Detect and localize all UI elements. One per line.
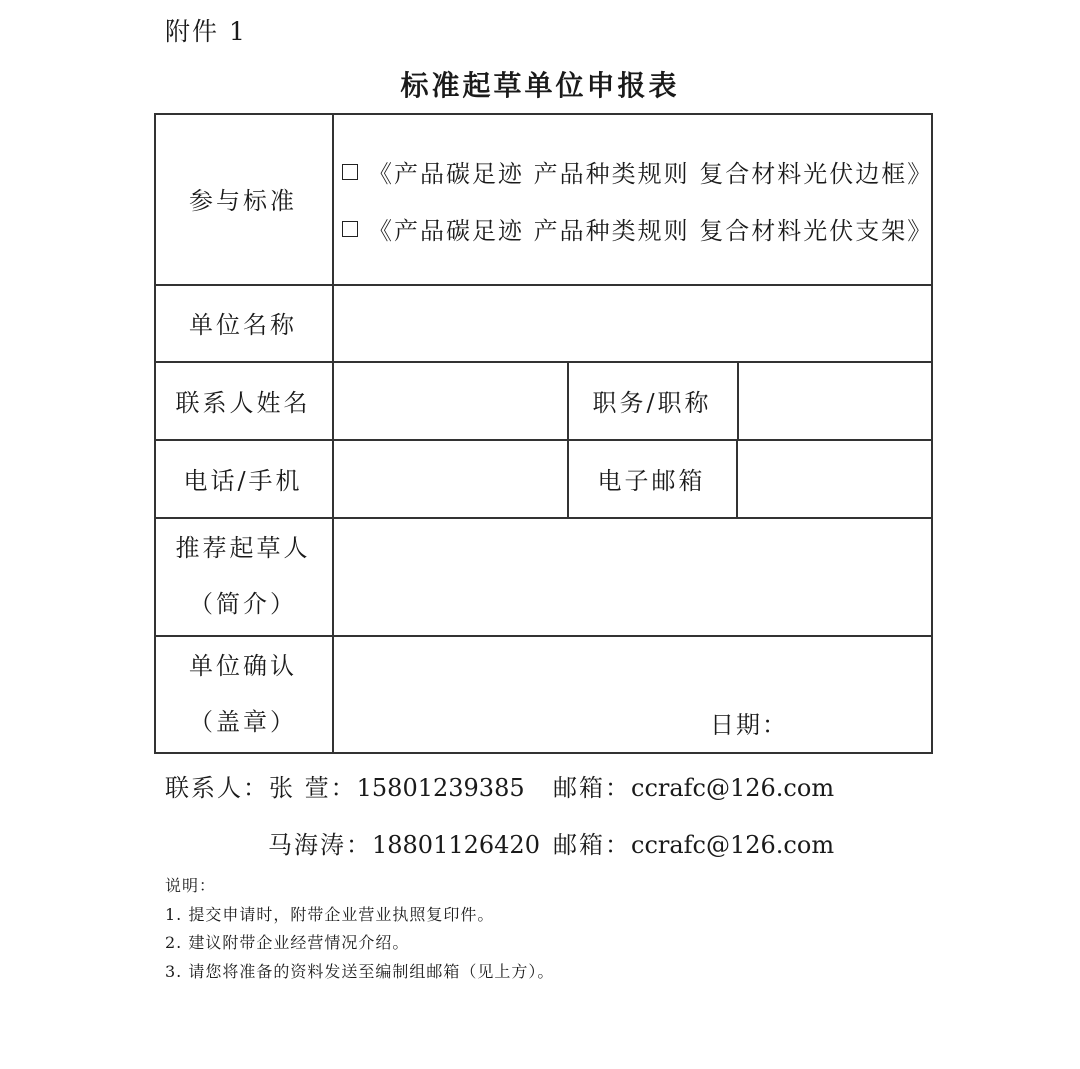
standard-options: [342, 143, 933, 257]
drafter-label: [154, 517, 332, 635]
confirm-label-line2: （盖章）: [189, 707, 297, 736]
note-item: 3. 请您将准备的资料发送至编制组邮箱（见上方）。: [165, 961, 555, 981]
confirm-label-line1: 单位确认: [189, 651, 297, 680]
contact-email-line: [553, 768, 834, 803]
contact-name: 张 萱：: [269, 774, 357, 802]
standard-option[interactable]: [342, 200, 933, 257]
date-label: 日期：: [710, 711, 788, 739]
drafter-field[interactable]: [334, 519, 930, 634]
contact-name-field[interactable]: [334, 363, 566, 438]
contact-line: [165, 768, 525, 803]
table-border-bottom: [154, 752, 933, 754]
contact-prefix: 联系人：: [165, 774, 269, 802]
application-form-table: [154, 113, 933, 754]
notes-heading: 说明：: [165, 876, 217, 895]
checkbox-icon[interactable]: [342, 164, 358, 180]
contact-email[interactable]: ccrafc@126.com: [631, 774, 835, 802]
notes-section: [165, 872, 554, 986]
drafter-label-line1: 推荐起草人: [175, 534, 311, 562]
unit-name-field[interactable]: [334, 286, 930, 360]
attachment-label: 附件 1: [165, 17, 247, 46]
email-field[interactable]: [738, 441, 930, 516]
standards-label: 参与标准: [189, 187, 297, 215]
contact-line: [268, 825, 540, 860]
unit-name-label: 单位名称: [189, 311, 297, 339]
checkbox-icon[interactable]: [342, 221, 358, 237]
drafter-label-line2: （简介）: [189, 590, 297, 618]
form-title: 标准起草单位申报表: [400, 69, 680, 102]
contact-name: 马海涛：: [268, 831, 372, 859]
phone-label: 电话/手机: [183, 466, 303, 495]
contact-phone: 18801126420: [372, 831, 540, 859]
contact-email[interactable]: ccrafc@126.com: [631, 831, 835, 859]
phone-field[interactable]: [334, 441, 566, 516]
standard-option-label: 《产品碳足迹 产品种类规则 复合材料光伏支架》: [368, 217, 934, 245]
position-field[interactable]: [739, 363, 930, 438]
contact-phone: 15801239385: [356, 774, 525, 802]
email-label: 邮箱：: [553, 831, 631, 859]
contact-name-label: 联系人姓名: [175, 388, 311, 417]
note-item: 1. 提交申请时，附带企业营业执照复印件。: [165, 904, 495, 924]
note-item: 2. 建议附带企业经营情况介绍。: [165, 933, 410, 952]
email-label: 电子邮箱: [597, 466, 706, 495]
standard-option-label: 《产品碳足迹 产品种类规则 复合材料光伏边框》: [368, 160, 934, 188]
confirm-label: [154, 635, 332, 752]
standard-option[interactable]: [342, 143, 933, 200]
contact-email-line: [553, 825, 834, 860]
position-label: 职务/职称: [592, 388, 712, 417]
email-label: 邮箱：: [553, 774, 631, 802]
